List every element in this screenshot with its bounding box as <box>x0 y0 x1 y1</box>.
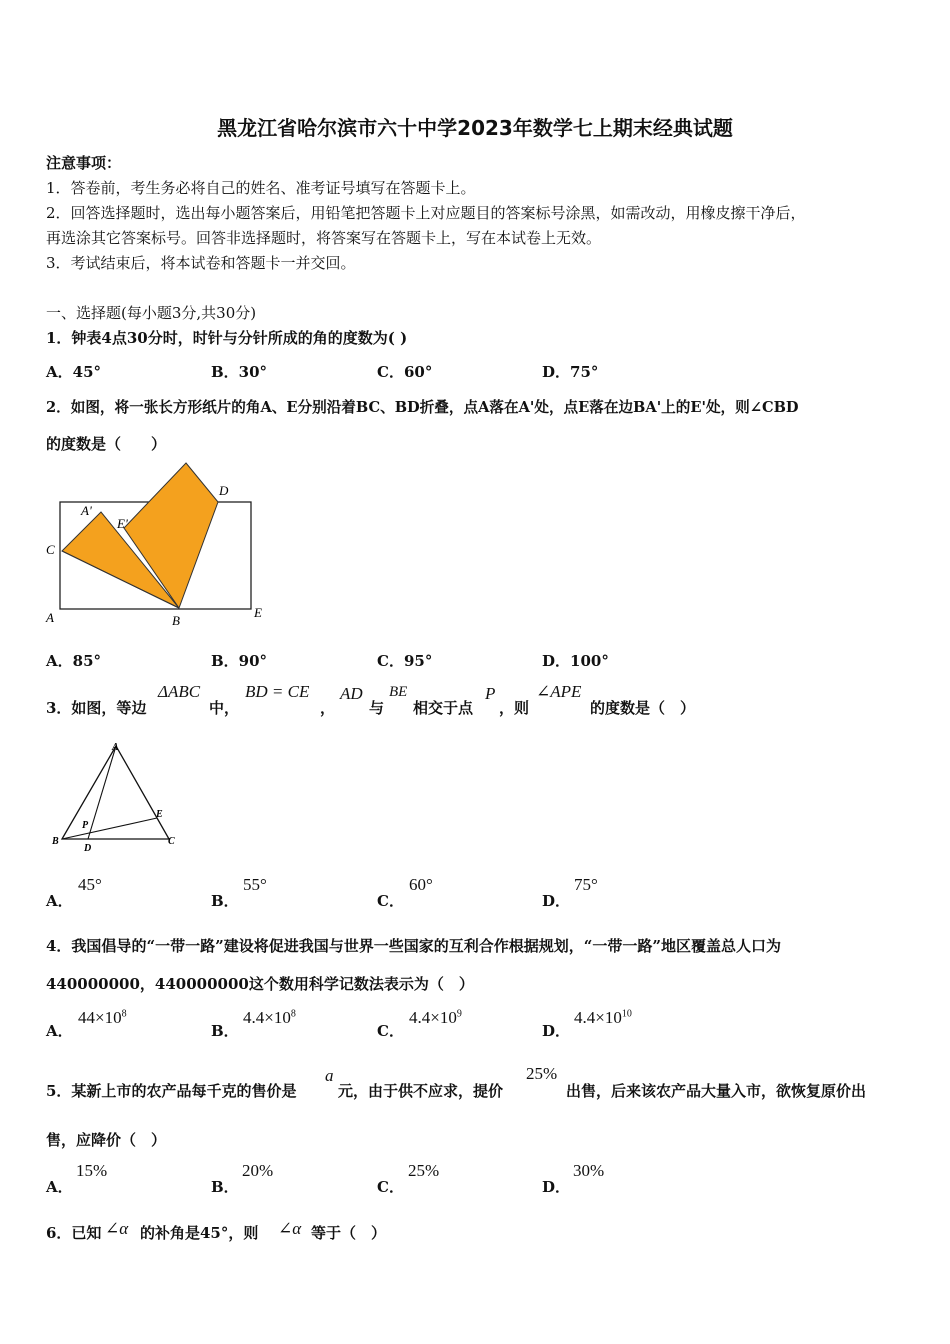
question-2-stem-cont: 的度数是（ ） <box>46 435 167 453</box>
tri-label-p: P <box>82 820 89 831</box>
q3-math-be: BE <box>389 684 408 700</box>
q3-option-b-letter: B． <box>211 892 239 910</box>
q5-option-b-letter: B． <box>211 1178 239 1196</box>
q4-option-d-value: $4.4\times 10^{10}$ <box>574 1008 632 1027</box>
q3-text: ，则 <box>499 699 530 717</box>
question-4-stem-cont: 440000000，440000000这个数用科学记数法表示为（ ） <box>46 975 474 993</box>
q5-option-b-value: 20% <box>242 1161 274 1180</box>
q3-text: ， <box>320 699 336 717</box>
q4-option-b-value: $4.4\times 10^8$ <box>243 1008 296 1027</box>
q3-text: 的度数是（ ） <box>590 699 696 717</box>
q5-option-a-letter: A． <box>46 1178 73 1196</box>
tri-label-b: B <box>52 836 59 847</box>
segment-ad <box>88 746 116 839</box>
question-1-stem: 1．钟表4点30分时，时针与分针所成的角的度数为( ) <box>46 329 408 347</box>
notice-item: 2．回答选择题时，选出每小题答案后，用铅笔把答题卡上对应题目的答案标号涂黑，如需改动，用橡皮擦干净后， <box>46 204 806 222</box>
q5-math-a: a <box>325 1066 334 1085</box>
q4-option-d-letter: D． <box>542 1022 571 1040</box>
q2-option-b: B．90° <box>211 652 268 670</box>
notice-heading: 注意事项： <box>46 154 122 172</box>
q6-math-alpha-2: ∠α <box>278 1219 302 1238</box>
notice-item: 再选涂其它答案标号。回答非选择题时，将答案写在答题卡上，写在本试卷上无效。 <box>46 229 602 247</box>
q3-text: 相交于点 <box>413 699 474 717</box>
q6-text: 的补角是45°，则 <box>140 1224 259 1242</box>
q1-option-a: A．45° <box>46 363 102 381</box>
q2-option-d: D．100° <box>542 652 609 670</box>
q5-text: 出售，后来该农产品大量入市，欲恢复原价出 <box>566 1082 867 1100</box>
q3-math-equal: BD = CE <box>245 682 310 701</box>
q4-option-c-letter: C． <box>377 1022 404 1040</box>
triangle-figure <box>44 740 194 855</box>
q5-option-d-letter: D． <box>542 1178 571 1196</box>
label-e: E <box>254 605 262 620</box>
q5-option-d-value: 30% <box>573 1161 605 1180</box>
q2-option-a: A．85° <box>46 652 102 670</box>
q1-option-c: C．60° <box>377 363 433 381</box>
q3-math-ad: AD <box>340 684 363 703</box>
tri-label-e: E <box>156 809 163 820</box>
q5-text: 5．某新上市的农产品每千克的售价是 <box>46 1082 297 1100</box>
tri-label-c: C <box>168 836 175 847</box>
q6-text: 6．已知 <box>46 1224 102 1242</box>
label-e-prime: E' <box>117 516 128 531</box>
q5-option-c-value: 25% <box>408 1161 440 1180</box>
q6-text: 等于（ ） <box>311 1224 387 1242</box>
tri-label-d: D <box>84 843 92 854</box>
q3-option-d-value: 75° <box>574 875 598 894</box>
q4-option-c-value: $4.4\times 10^9$ <box>409 1008 462 1027</box>
section-heading: 一、选择题(每小题3分,共30分) <box>46 304 257 322</box>
notice-item: 3．考试结束后，将本试卷和答题卡一并交回。 <box>46 254 356 272</box>
q1-option-b: B．30° <box>211 363 268 381</box>
q5-option-a-value: 15% <box>76 1161 108 1180</box>
q3-math-p: P <box>485 684 496 703</box>
q3-option-c-letter: C． <box>377 892 404 910</box>
q3-option-c-value: 60° <box>409 875 433 894</box>
label-b: B <box>172 613 180 628</box>
label-a: A <box>46 610 54 625</box>
q3-option-d-letter: D． <box>542 892 571 910</box>
segment-be <box>62 818 157 839</box>
q4-option-a-letter: A． <box>46 1022 73 1040</box>
question-2-stem: 2．如图，将一张长方形纸片的角A、E分别沿着BC、BD折叠，点A落在A'处，点E落在边BA'上的E'处，则∠CBD <box>46 399 799 416</box>
q5-option-c-letter: C． <box>377 1178 404 1196</box>
tri-label-a: A <box>112 742 119 753</box>
triangle-abc <box>62 746 169 839</box>
label-c: C <box>46 542 55 557</box>
q5-text-cont: 售，应降价（ ） <box>46 1131 167 1149</box>
q6-math-alpha: ∠α <box>105 1219 129 1238</box>
q1-option-d: D．75° <box>542 363 599 381</box>
q4-option-a-value: $44\times 10^8$ <box>78 1008 127 1027</box>
label-a-prime: A' <box>81 503 92 518</box>
q3-text: 中， <box>209 699 240 717</box>
q3-text: 与 <box>369 699 385 717</box>
page-title: 黑龙江省哈尔滨市六十中学2023年数学七上期末经典试题 <box>217 116 733 140</box>
q4-option-b-letter: B． <box>211 1022 239 1040</box>
q3-option-b-value: 55° <box>243 875 267 894</box>
q3-math-angle: ∠APE <box>536 682 582 701</box>
q5-math-percent: 25% <box>526 1064 558 1083</box>
q3-option-a-value: 45° <box>78 875 102 894</box>
q2-option-c: C．95° <box>377 652 433 670</box>
q3-text: 3．如图，等边 <box>46 699 147 717</box>
q3-math-triangle: ΔABC <box>158 682 201 701</box>
question-4-stem: 4．我国倡导的“一带一路”建设将促进我国与世界一些国家的互利合作根据规划，“一带一路”地区覆盖总人口为 <box>46 937 781 955</box>
notice-item: 1．答卷前，考生务必将自己的姓名、准考证号填写在答题卡上。 <box>46 179 476 197</box>
q5-text: 元，由于供不应求，提价 <box>338 1082 504 1100</box>
fold-figure <box>40 455 270 635</box>
label-d: D <box>219 483 229 498</box>
q3-option-a-letter: A． <box>46 892 73 910</box>
